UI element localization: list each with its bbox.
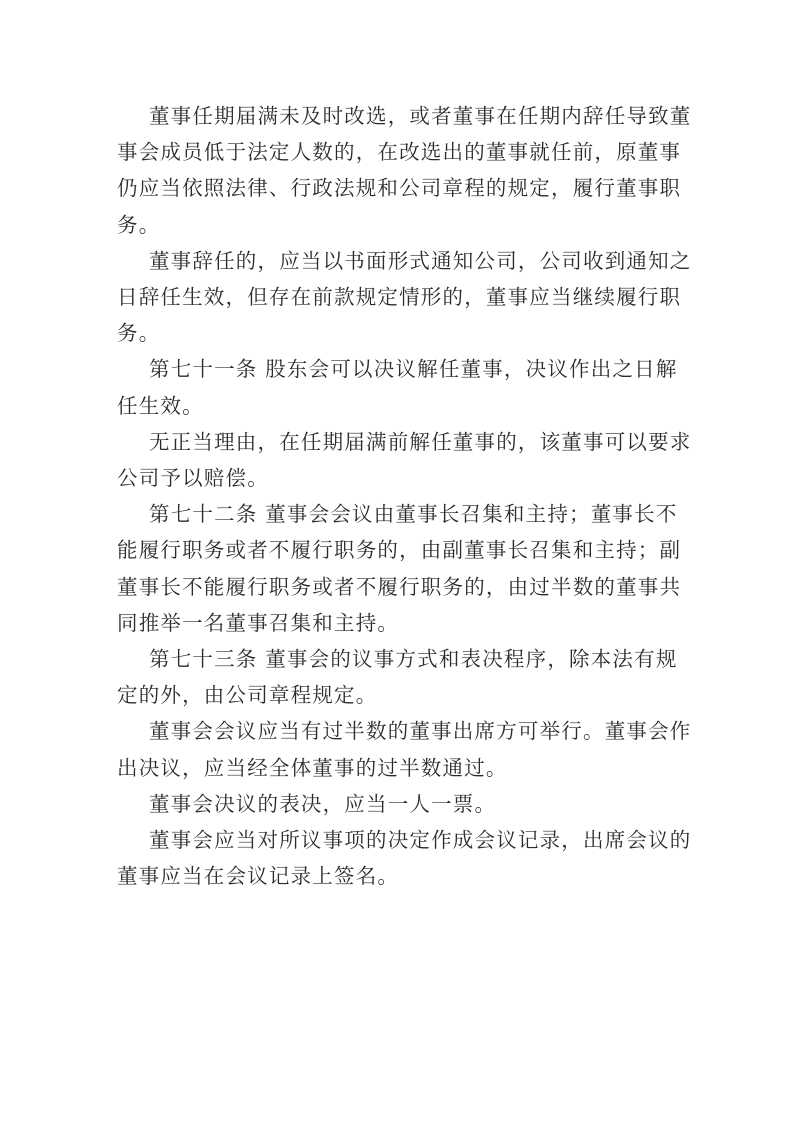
text-line: 能履行职务或者不履行职务的，由副董事长召集和主持；副 (117, 538, 682, 563)
text-line: 同推举一名董事召集和主持。 (117, 610, 400, 635)
article-71 (117, 351, 677, 423)
paragraph (117, 822, 692, 894)
text-line: 务。 (117, 212, 161, 237)
text-line: 定的外，由公司章程规定。 (117, 683, 378, 708)
text-line: 公司予以赔偿。 (117, 466, 269, 491)
text-line: 无正当理由，在任期届满前解任董事的，该董事可以要求 (149, 429, 692, 454)
text-line: 日辞任生效，但存在前款规定情形的，董事应当继续履行职 (117, 285, 682, 310)
text-line: 董事应当在会议记录上签名。 (117, 864, 400, 889)
paragraph (117, 243, 692, 352)
text-line: 董事长不能履行职务或者不履行职务的，由过半数的董事共 (117, 574, 682, 599)
text-line: 事会成员低于法定人数的，在改选出的董事就任前，原董事 (117, 140, 682, 165)
text-line: 出决议，应当经全体董事的过半数通过。 (117, 755, 508, 780)
paragraph (117, 786, 677, 822)
paragraph (117, 98, 692, 243)
text-line: 第七十三条 董事会的议事方式和表决程序，除本法有规 (149, 647, 678, 672)
document-body (117, 98, 692, 894)
text-line: 董事辞任的，应当以书面形式通知公司，公司收到通知之 (149, 248, 692, 273)
text-line: 仍应当依照法律、行政法规和公司章程的规定，履行董事职 (117, 176, 682, 201)
article-73 (117, 641, 677, 713)
article-72 (117, 496, 682, 641)
text-line: 董事任期届满未及时改选，或者董事在任期内辞任导致董 (149, 104, 692, 128)
text-line: 董事会应当对所议事项的决定作成会议记录，出席会议的 (149, 828, 692, 853)
text-line: 第七十一条 股东会可以决议解任董事，决议作出之日解 (149, 357, 678, 382)
paragraph (117, 424, 692, 496)
text-line: 任生效。 (117, 393, 204, 418)
paragraph (117, 713, 692, 785)
text-line: 董事会决议的表决，应当一人一票。 (149, 791, 497, 816)
text-line: 董事会会议应当有过半数的董事出席方可举行。董事会作 (149, 719, 692, 744)
text-line: 第七十二条 董事会会议由董事长召集和主持；董事长不 (149, 502, 678, 527)
text-line: 务。 (117, 321, 161, 346)
